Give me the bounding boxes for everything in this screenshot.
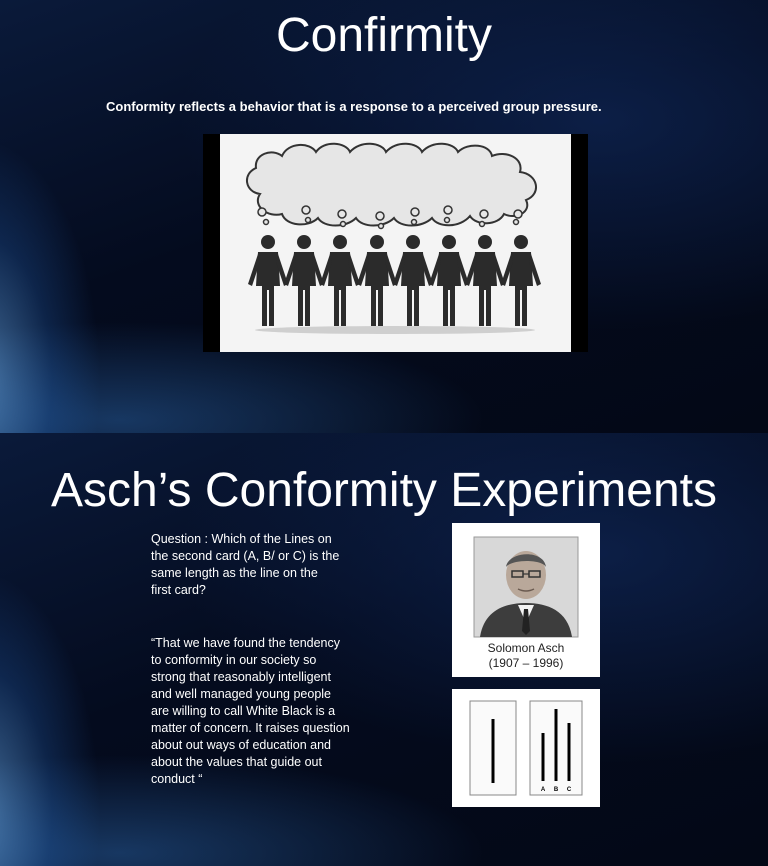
portrait-years: (1907 – 1996): [488, 656, 564, 670]
slide-title: Confirmity: [275, 9, 493, 62]
portrait-caption: [452, 641, 600, 671]
line-cards-icon: [452, 689, 600, 807]
quote-text: “That we have found the tendency to conformity in our society so strong that reasonably intelligent and well managed young people are willing to call White Black is a matter of concern. It raises question about out ways of education and about the values that guide out conduct “: [151, 636, 350, 786]
group-thought-illustration: [203, 134, 588, 352]
card-label-b: B: [553, 787, 559, 793]
question-text: Question : Which of the Lines on the second card (A, B/ or C) is the same length as the line on the first card?: [151, 532, 340, 597]
solomon-asch-portrait: [452, 523, 600, 677]
card-label-a: A: [540, 787, 546, 793]
definition-text: Conformity reflects a behavior that is a response to a perceived group pressure.: [106, 99, 602, 114]
illustration-canvas: [220, 134, 571, 352]
card-label-c: C: [566, 787, 572, 793]
asch-line-cards: [452, 689, 600, 807]
portrait-name: Solomon Asch: [487, 641, 565, 655]
portrait-photo-icon: [452, 523, 600, 641]
people-thought-cloud-icon: [220, 134, 571, 352]
slide-asch-experiments: [0, 433, 768, 866]
slide-title: Asch’s Conformity Experiments: [51, 464, 717, 517]
